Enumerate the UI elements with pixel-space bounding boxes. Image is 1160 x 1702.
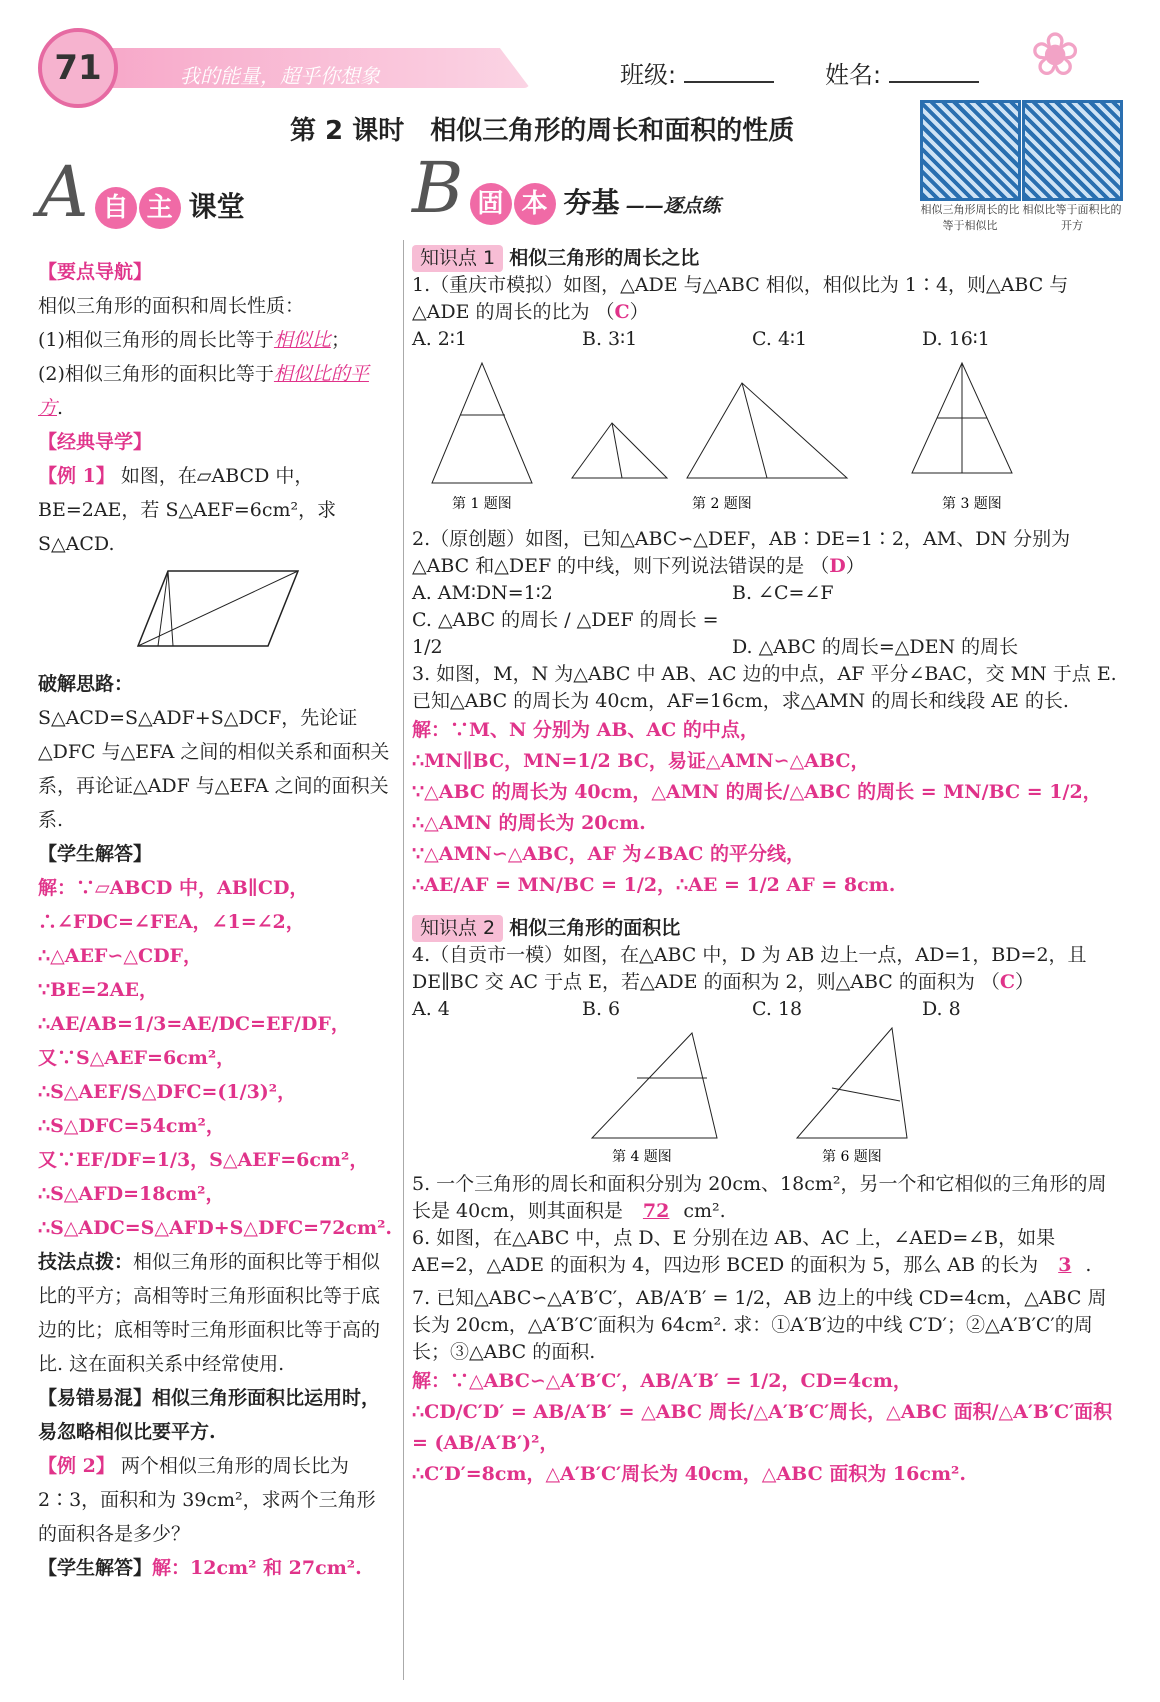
figures-4-6 — [412, 1023, 1112, 1163]
question-5: 5. 一个三角形的周长和面积分别为 20cm、18cm²，另一个和它相似的三角形的周长是 40cm，则其面积是 72 cm². — [412, 1173, 1107, 1222]
q7-solution: 解：∵△ABC∽△A′B′C′，AB/A′B′ = 1/2，CD=4cm， ∴CD/C′D′ = AB/A′B′ = △ABC 周长/△A′B′C′周长，△ABC 面积/△A′B′C′面积 = (AB/A′B′)²， ∴C′D′=8cm，△A′B′C′周长为 40cm，△ABC 面积为 16cm². — [412, 1370, 1113, 1485]
class-field[interactable]: 班级: — [620, 55, 774, 90]
idea: 破解思路：S△ACD=S△ADF+S△DCF，先论证△DFC 与△EFA 之间的相似关系和面积关系，再论证△ADF 与△EFA 之间的面积关系. — [38, 673, 390, 831]
example-1: 【例 1】 如图，在▱ABCD 中，BE=2AE，若 S△AEF=6cm²，求 S△ACD. — [38, 465, 337, 555]
q1-options: A. 2∶1 B. 3∶1 C. 4∶1 D. 16∶1 — [412, 328, 990, 350]
svg-text:第 1 题图: 第 1 题图 — [452, 496, 512, 512]
kp-intro: 相似三角形的面积和周长性质： — [38, 295, 305, 317]
keypoints-tag: 【要点导航】 — [38, 261, 153, 283]
page-title: 第 2 课时 相似三角形的周长和面积的性质 — [290, 116, 795, 146]
kp1: (1)相似三角形的周长比等于相似比； — [38, 329, 350, 351]
solution-2: 【学生解答】解：12cm² 和 27cm². — [38, 1557, 362, 1579]
kp2: (2)相似三角形的面积比等于相似比的平方. — [38, 363, 369, 419]
motto: 我的能量，超乎你想象 — [180, 64, 380, 88]
question-6: 6. 如图，在△ABC 中，点 D、E 分别在边 AB、AC 上，∠AED=∠B，如果 AE=2，△ADE 的面积为 4，四边形 BCED 的面积为 5，那么 AB 的长为 3 . — [412, 1227, 1092, 1276]
example-1-figure — [128, 561, 308, 656]
q4-options: A. 4 B. 6 C. 18 D. 8 — [412, 998, 961, 1020]
question-3: 3. 如图，M，N 为△ABC 中 AB、AC 边的中点，AF 平分∠BAC，交 MN 于点 E. 已知△ABC 的周长为 40cm，AF=16cm，求△AMN 的周长和线段 AE 的长. — [412, 663, 1117, 712]
flourish-ornament-icon: ❀ — [1030, 20, 1081, 90]
right-column — [412, 147, 1122, 1490]
example-2: 【例 2】 两个相似三角形的周长比为 2∶3，面积和为 39cm²，求两个三角形的面积各是多少？ — [38, 1455, 376, 1545]
svg-text:第 2 题图: 第 2 题图 — [692, 496, 752, 512]
svg-text:第 3 题图: 第 3 题图 — [942, 496, 1002, 512]
qr-code-1[interactable]: 相似三角形周长的比等于相似比 — [920, 100, 1021, 233]
section-a-header: A 自 主 课堂 — [38, 151, 245, 233]
section-b-header: B 固 本 夯基 ——逐点练 — [412, 147, 721, 229]
question-2: 2.（原创题）如图，已知△ABC∽△DEF，AB∶DE=1∶2，AM、DN 分别为△ABC 和△DEF 的中线，则下列说法错误的是 （D） — [412, 528, 1071, 577]
svg-text:第 4 题图: 第 4 题图 — [612, 1149, 672, 1163]
kp2-header: 知识点 2 相似三角形的面积比 — [412, 915, 1122, 942]
figures-1-3 — [412, 353, 1112, 518]
q3-solution: 解：∵M、N 分别为 AB、AC 的中点， ∴MN∥BC，MN=1/2 BC，易证△AMN∽△ABC， ∵△ABC 的周长为 40cm，△AMN 的周长/△ABC 的周长 = MN/BC = 1/2， ∴△AMN 的周长为 20cm. ∵△AMN∽△ABC，AF 为∠BAC 的平分线， ∴AE/AF = MN/BC = 1/2，∴AE = 1/2 AF = 8cm. — [412, 719, 1102, 896]
qr-code-2[interactable]: 相似比等于面积比的开方 — [1022, 100, 1123, 233]
kp1-header: 知识点 1 相似三角形的周长之比 — [412, 245, 1122, 272]
mistake: 【易错易混】相似三角形面积比运用时，易忽略相似比要平方. — [38, 1387, 381, 1443]
question-1: 1.（重庆市模拟）如图，△ADE 与△ABC 相似，相似比为 1∶4，则△ABC 与△ADE 的周长的比为 （C） — [412, 274, 1069, 323]
page-number: 71 — [38, 28, 118, 108]
name-field[interactable]: 姓名: — [825, 55, 979, 90]
q2-options: A. AM∶DN=1∶2 B. ∠C=∠F C. △ABC 的周长 / △DEF 的周长 = 1/2 D. △ABC 的周长=△DEN 的周长 — [412, 582, 1019, 658]
classic-tag: 【经典导学】 — [38, 431, 153, 453]
tip: 技法点拨：相似三角形的面积比等于相似比的平方；高相等时三角形面积比等于底边的比；底相等时三角形面积比等于高的比. 这在面积关系中经常使用. — [38, 1251, 381, 1375]
question-7: 7. 已知△ABC∽△A′B′C′，AB/A′B′ = 1/2，AB 边上的中线 CD=4cm，△ABC 周长为 20cm，△A′B′C′面积为 64cm². 求：①A′B′边的中线 C′D′；②△A′B′C′的周长；③△ABC 的面积. — [412, 1287, 1107, 1363]
left-column — [38, 151, 393, 1585]
svg-text:第 6 题图: 第 6 题图 — [822, 1149, 882, 1163]
question-4: 4.（自贡市一模）如图，在△ABC 中，D 为 AB 边上一点，AD=1，BD=2，且 DE∥BC 交 AC 于点 E，若△ADE 的面积为 2，则△ABC 的面积为 （C） — [412, 944, 1087, 993]
solution-1: 【学生解答】 解：∵▱ABCD 中，AB∥CD，∴∠FDC=∠FEA，∠1=∠2， ∴△AEF∽△CDF， ∵BE=2AE，∴AE/AB=1/3=AE/DC=EF/DF， 又∵S△AEF=6cm²， ∴S△AEF/S△DFC=(1/3)²， ∴S△DFC=54cm²， 又∵EF/DF=1/3，S△AEF=6cm²， ∴S△AFD=18cm²， ∴S△ADC=S△AFD+S△DFC=72cm². — [38, 843, 393, 1239]
column-divider — [403, 240, 404, 1680]
